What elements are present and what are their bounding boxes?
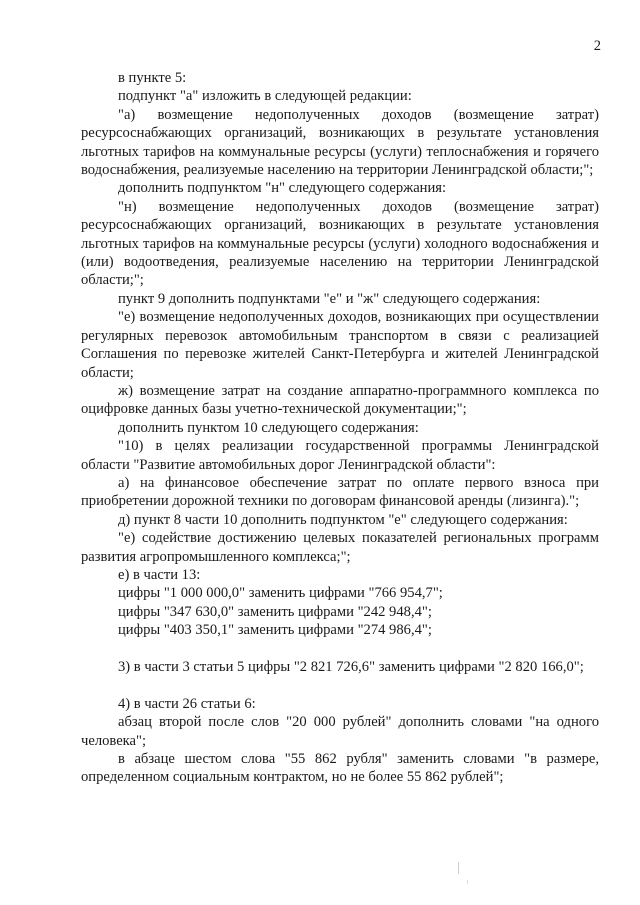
paragraph: цифры "1 000 000,0" заменить цифрами "766 954,7";: [118, 585, 443, 602]
paragraph: "10) в целях реализации государственной программы Ленинградской области "Развитие автомобильных дорог Ленинградской области":: [81, 438, 599, 473]
scan-mark: [467, 880, 468, 884]
paragraph: пункт 9 дополнить подпунктами "е" и "ж" следующего содержания:: [118, 290, 541, 307]
section-amendments-part-3: [81, 658, 599, 676]
paragraph: "е) возмещение недополученных доходов, возникающих при осуществлении регулярных перевозок автомобильным транспортом в связи с реализацией Соглашения по перевозке жителей Санкт-Петербурга и жителей Ленинградской области;: [81, 309, 599, 381]
paragraph: 3) в части 3 статьи 5 цифры "2 821 726,6" заменить цифрами "2 820 166,0";: [118, 658, 584, 675]
paragraph: "н) возмещение недополученных доходов (возмещение затрат) ресурсоснабжающих организаций, возникающих в результате установления льготных тарифов на коммунальные ресурсы (услуги) холодного водоснабжения и (или) водоотведения, реализуемые населению на территории Ленинградской области;";: [81, 198, 599, 289]
paragraph: дополнить подпунктом "н" следующего содержания:: [118, 180, 447, 197]
paragraph: "а) возмещение недополученных доходов (возмещение затрат) ресурсоснабжающих организаций, возникающих в результате установления льготных тарифов на коммунальные ресурсы (услуги) теплоснабжения и горячего водоснабжения, реализуемые населению на территории Ленинградской области;";: [81, 106, 599, 179]
paragraph: в пункте 5:: [118, 70, 187, 86]
blank-line: [81, 640, 599, 658]
paragraph: цифры "403 350,1" заменить цифрами "274 986,4";: [118, 622, 432, 639]
section-amendments-part-4: [81, 695, 599, 787]
paragraph: в абзаце шестом слова "55 862 рубля" заменить словами "в размере, определенном социальным контрактом, но не более 55 862 рублей";: [81, 751, 599, 786]
page-number: 2: [593, 38, 601, 54]
paragraph: ж) возмещение затрат на создание аппаратно-программного комплекса по оцифровке данных базы учетно-технической документации;";: [81, 382, 599, 418]
paragraph: "е) содействие достижению целевых показателей региональных программ развития агропромышленного комплекса;";: [81, 530, 599, 565]
paragraph: е) в части 13:: [118, 566, 201, 583]
paragraph: а) на финансовое обеспечение затрат по оплате первого взноса при приобретении дорожной техники по договорам финансовой аренды (лизинга).";: [81, 474, 599, 510]
section-amendments-part-2: [81, 69, 599, 640]
blank-line: [81, 676, 599, 694]
paragraph: 4) в части 26 статьи 6:: [118, 695, 256, 712]
paragraph: абзац второй после слов "20 000 рублей" дополнить словами "на одного человека";: [81, 714, 599, 749]
paragraph: цифры "347 630,0" заменить цифрами "242 948,4";: [118, 603, 432, 620]
document-body: [81, 69, 599, 787]
paragraph: дополнить пунктом 10 следующего содержания:: [118, 419, 419, 436]
scan-mark: [458, 862, 459, 874]
paragraph: подпункт "а" изложить в следующей редакции:: [118, 88, 412, 105]
paragraph: д) пункт 8 части 10 дополнить подпунктом "е" следующего содержания:: [118, 511, 568, 528]
